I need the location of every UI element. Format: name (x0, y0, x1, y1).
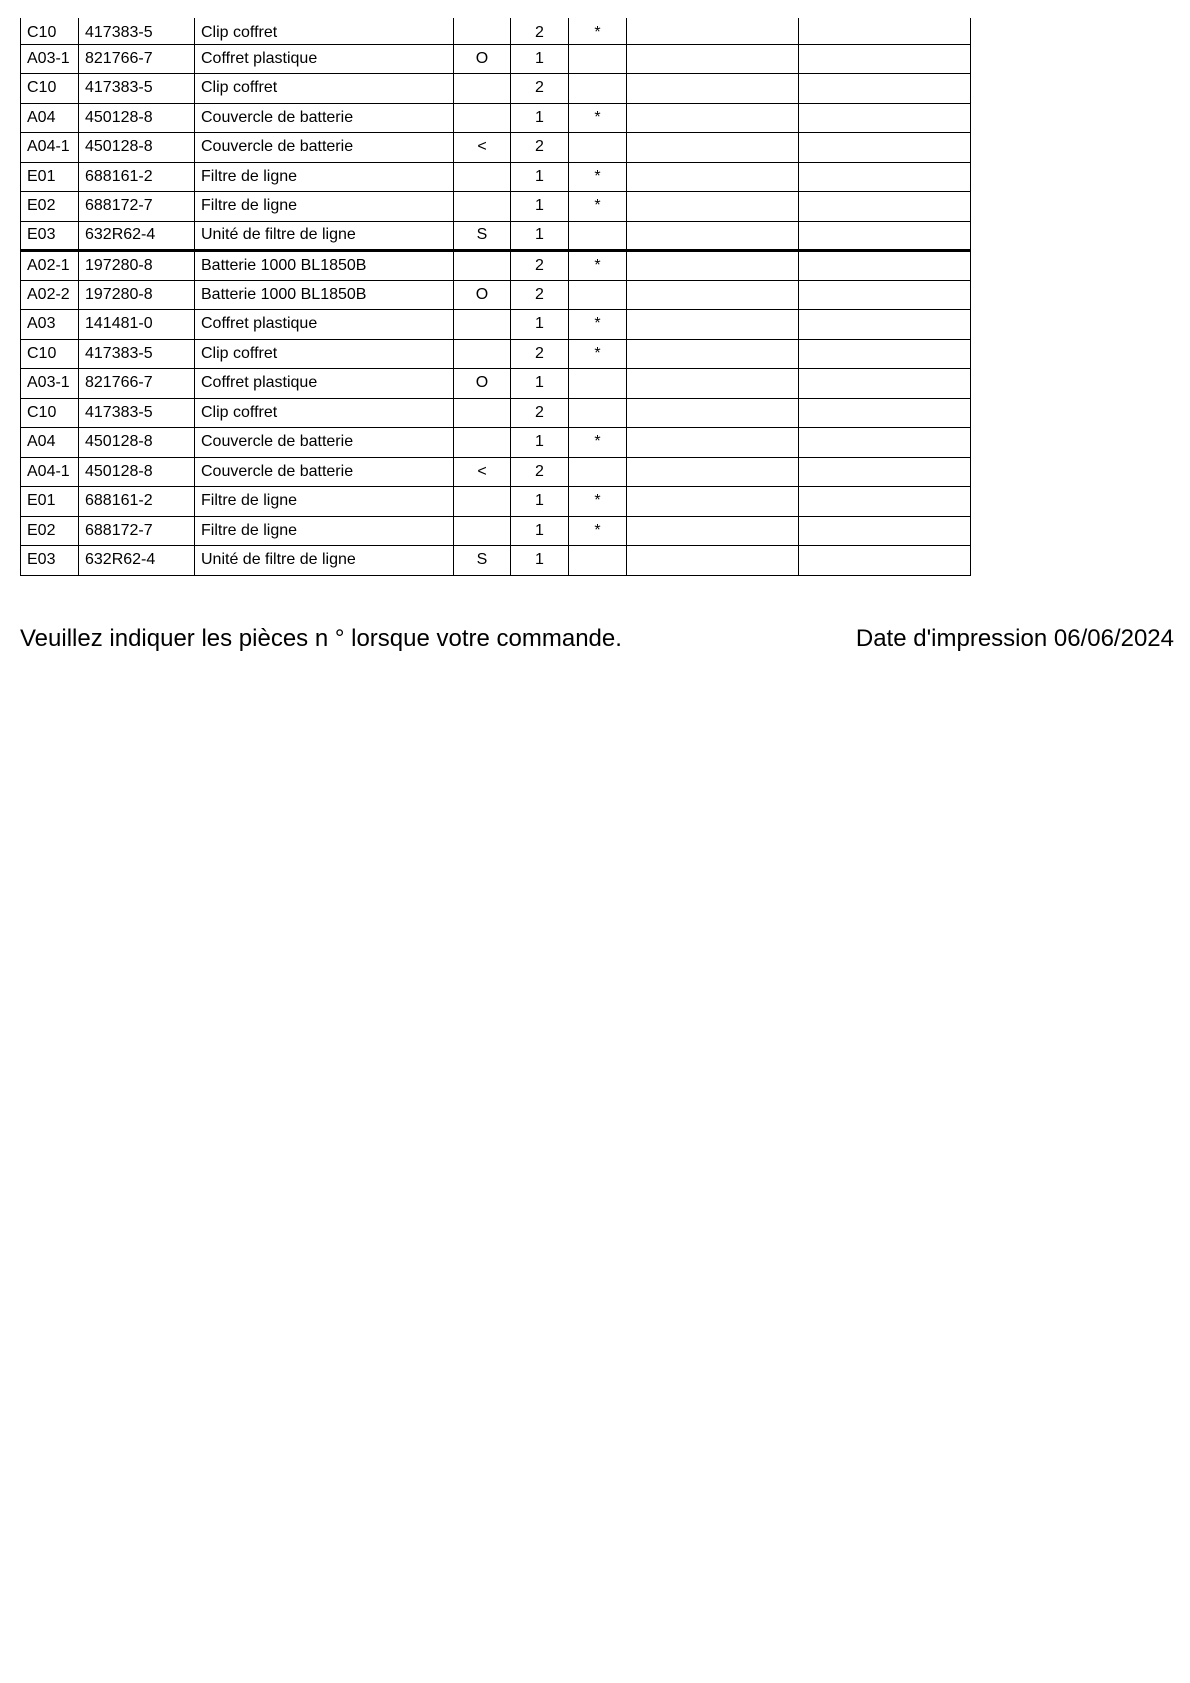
cell-note (454, 398, 511, 428)
cell-blank-2 (799, 44, 971, 74)
cell-quantity: 2 (511, 133, 569, 163)
cell-quantity: 2 (511, 280, 569, 310)
cell-quantity: 1 (511, 162, 569, 192)
table-row (21, 398, 971, 428)
print-date: Date d'impression 06/06/2024 (855, 625, 1174, 652)
cell-blank-2 (799, 162, 971, 192)
cell-part-number: 417383-5 (79, 18, 195, 44)
cell-quantity: 1 (511, 369, 569, 399)
parts-table-body (21, 18, 971, 575)
cell-note (454, 192, 511, 222)
cell-quantity: 1 (511, 44, 569, 74)
cell-note: O (454, 369, 511, 399)
cell-description: Clip coffret (195, 18, 454, 44)
cell-part-number: 417383-5 (79, 74, 195, 104)
cell-note (454, 516, 511, 546)
parts-table (20, 18, 971, 576)
cell-blank-2 (799, 251, 971, 281)
cell-note (454, 310, 511, 340)
cell-ref: C10 (21, 74, 79, 104)
cell-description: Filtre de ligne (195, 162, 454, 192)
cell-ref: E02 (21, 516, 79, 546)
table-row (21, 74, 971, 104)
cell-part-number: 417383-5 (79, 339, 195, 369)
cell-blank-1 (627, 133, 799, 163)
cell-blank-1 (627, 280, 799, 310)
cell-quantity: 1 (511, 192, 569, 222)
cell-blank-2 (799, 133, 971, 163)
cell-note (454, 18, 511, 44)
cell-description: Coffret plastique (195, 369, 454, 399)
cell-note: O (454, 280, 511, 310)
cell-description: Unité de filtre de ligne (195, 221, 454, 251)
cell-description: Couvercle de batterie (195, 133, 454, 163)
cell-note: < (454, 133, 511, 163)
cell-part-number: 632R62-4 (79, 221, 195, 251)
cell-description: Batterie 1000 BL1850B (195, 280, 454, 310)
table-row (21, 133, 971, 163)
order-instruction-note: Veuillez indiquer les pièces n ° lorsque votre commande. (20, 625, 622, 652)
cell-description: Couvercle de batterie (195, 428, 454, 458)
cell-blank-1 (627, 162, 799, 192)
cell-ref: C10 (21, 339, 79, 369)
cell-mark (569, 221, 627, 251)
cell-note: < (454, 457, 511, 487)
table-row (21, 280, 971, 310)
cell-mark (569, 44, 627, 74)
table-row (21, 221, 971, 251)
cell-mark: * (569, 487, 627, 517)
cell-blank-1 (627, 369, 799, 399)
cell-note: O (454, 44, 511, 74)
cell-note: S (454, 221, 511, 251)
cell-quantity: 1 (511, 428, 569, 458)
cell-mark (569, 457, 627, 487)
cell-blank-2 (799, 428, 971, 458)
cell-part-number: 688172-7 (79, 516, 195, 546)
cell-description: Filtre de ligne (195, 516, 454, 546)
cell-mark (569, 398, 627, 428)
cell-part-number: 450128-8 (79, 133, 195, 163)
cell-description: Couvercle de batterie (195, 457, 454, 487)
cell-note: S (454, 546, 511, 576)
cell-part-number: 821766-7 (79, 44, 195, 74)
cell-mark: * (569, 103, 627, 133)
cell-ref: A04-1 (21, 133, 79, 163)
cell-note (454, 103, 511, 133)
cell-part-number: 688161-2 (79, 487, 195, 517)
cell-blank-1 (627, 103, 799, 133)
cell-note (454, 74, 511, 104)
cell-quantity: 2 (511, 18, 569, 44)
cell-blank-1 (627, 310, 799, 340)
cell-quantity: 1 (511, 487, 569, 517)
cell-blank-2 (799, 310, 971, 340)
cell-note (454, 428, 511, 458)
cell-blank-1 (627, 457, 799, 487)
cell-mark: * (569, 516, 627, 546)
cell-blank-1 (627, 74, 799, 104)
cell-blank-2 (799, 221, 971, 251)
cell-blank-1 (627, 18, 799, 44)
cell-part-number: 688161-2 (79, 162, 195, 192)
table-row (21, 428, 971, 458)
cell-blank-2 (799, 369, 971, 399)
cell-part-number: 417383-5 (79, 398, 195, 428)
cell-mark: * (569, 251, 627, 281)
cell-part-number: 450128-8 (79, 457, 195, 487)
cell-description: Filtre de ligne (195, 192, 454, 222)
cell-ref: A02-2 (21, 280, 79, 310)
table-row (21, 457, 971, 487)
cell-ref: A04-1 (21, 457, 79, 487)
cell-ref: A03 (21, 310, 79, 340)
cell-part-number: 632R62-4 (79, 546, 195, 576)
cell-blank-1 (627, 221, 799, 251)
cell-note (454, 162, 511, 192)
cell-blank-2 (799, 516, 971, 546)
cell-quantity: 2 (511, 339, 569, 369)
cell-part-number: 197280-8 (79, 280, 195, 310)
table-row (21, 487, 971, 517)
cell-part-number: 141481-0 (79, 310, 195, 340)
cell-mark (569, 133, 627, 163)
cell-description: Clip coffret (195, 339, 454, 369)
cell-blank-1 (627, 251, 799, 281)
table-row (21, 103, 971, 133)
cell-ref: A03-1 (21, 44, 79, 74)
cell-ref: A03-1 (21, 369, 79, 399)
cell-blank-2 (799, 339, 971, 369)
cell-blank-1 (627, 428, 799, 458)
cell-quantity: 2 (511, 457, 569, 487)
cell-quantity: 1 (511, 221, 569, 251)
cell-mark (569, 280, 627, 310)
cell-note (454, 251, 511, 281)
cell-mark (569, 74, 627, 104)
cell-quantity: 2 (511, 398, 569, 428)
cell-quantity: 2 (511, 251, 569, 281)
cell-description: Unité de filtre de ligne (195, 546, 454, 576)
cell-description: Couvercle de batterie (195, 103, 454, 133)
cell-description: Filtre de ligne (195, 487, 454, 517)
cell-blank-1 (627, 546, 799, 576)
cell-description: Coffret plastique (195, 44, 454, 74)
table-row (21, 44, 971, 74)
cell-description: Clip coffret (195, 74, 454, 104)
cell-blank-2 (799, 398, 971, 428)
cell-mark: * (569, 18, 627, 44)
cell-part-number: 821766-7 (79, 369, 195, 399)
cell-blank-1 (627, 516, 799, 546)
cell-blank-2 (799, 192, 971, 222)
cell-blank-2 (799, 280, 971, 310)
cell-mark: * (569, 192, 627, 222)
cell-description: Clip coffret (195, 398, 454, 428)
cell-blank-1 (627, 487, 799, 517)
cell-ref: A04 (21, 103, 79, 133)
cell-ref: C10 (21, 18, 79, 44)
cell-ref: C10 (21, 398, 79, 428)
cell-blank-1 (627, 398, 799, 428)
table-row (21, 369, 971, 399)
cell-blank-2 (799, 546, 971, 576)
cell-part-number: 450128-8 (79, 103, 195, 133)
cell-mark: * (569, 162, 627, 192)
cell-blank-1 (627, 192, 799, 222)
cell-blank-2 (799, 18, 971, 44)
cell-quantity: 1 (511, 516, 569, 546)
cell-blank-2 (799, 74, 971, 104)
cell-quantity: 2 (511, 74, 569, 104)
cell-ref: E02 (21, 192, 79, 222)
cell-note (454, 339, 511, 369)
table-row (21, 310, 971, 340)
cell-mark (569, 369, 627, 399)
cell-part-number: 450128-8 (79, 428, 195, 458)
cell-blank-1 (627, 44, 799, 74)
cell-description: Coffret plastique (195, 310, 454, 340)
cell-quantity: 1 (511, 310, 569, 340)
cell-blank-2 (799, 103, 971, 133)
table-row (21, 251, 971, 281)
table-row (21, 162, 971, 192)
table-row (21, 339, 971, 369)
table-row (21, 546, 971, 576)
cell-description: Batterie 1000 BL1850B (195, 251, 454, 281)
cell-blank-1 (627, 339, 799, 369)
cell-blank-2 (799, 487, 971, 517)
cell-part-number: 688172-7 (79, 192, 195, 222)
cell-ref: E01 (21, 487, 79, 517)
cell-mark: * (569, 339, 627, 369)
cell-ref: A04 (21, 428, 79, 458)
cell-part-number: 197280-8 (79, 251, 195, 281)
cell-ref: E01 (21, 162, 79, 192)
cell-note (454, 487, 511, 517)
cell-quantity: 1 (511, 103, 569, 133)
cell-ref: E03 (21, 221, 79, 251)
table-row (21, 516, 971, 546)
table-row (21, 18, 971, 44)
cell-blank-2 (799, 457, 971, 487)
cell-quantity: 1 (511, 546, 569, 576)
cell-mark: * (569, 428, 627, 458)
cell-mark (569, 546, 627, 576)
table-row (21, 192, 971, 222)
cell-mark: * (569, 310, 627, 340)
cell-ref: E03 (21, 546, 79, 576)
cell-ref: A02-1 (21, 251, 79, 281)
